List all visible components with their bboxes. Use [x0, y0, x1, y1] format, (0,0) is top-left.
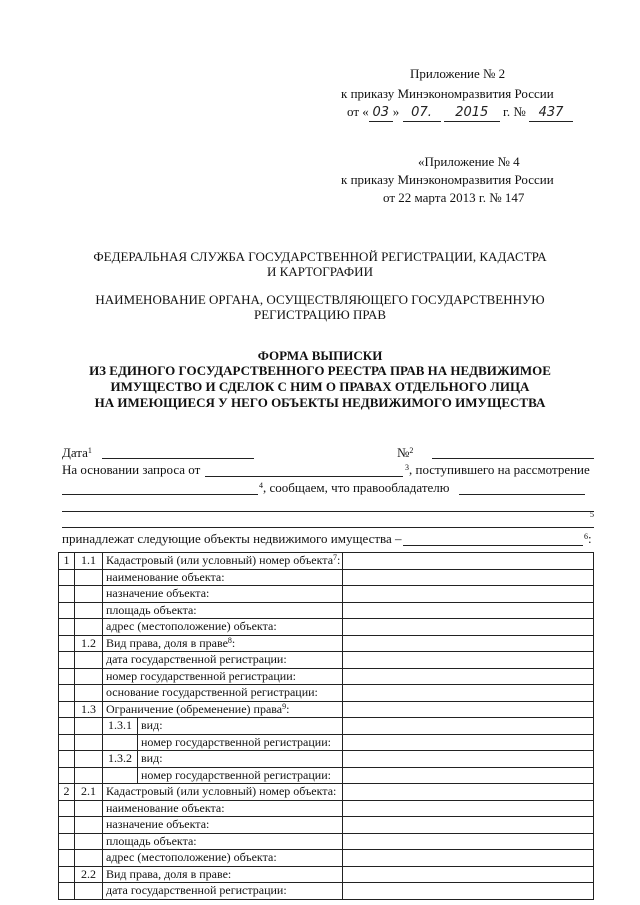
- field-label: основание государственной регистрации:: [106, 685, 318, 699]
- table-row: [59, 635, 594, 652]
- section-number-cell: [59, 685, 75, 702]
- field-value-cell[interactable]: [343, 652, 594, 669]
- table-row: [59, 800, 594, 817]
- section-number-cell: [59, 883, 75, 900]
- field-label: Кадастровый (или условный) номер объекта:: [106, 784, 337, 798]
- field-label: адрес (местоположение) объекта:: [106, 850, 277, 864]
- field-label-cell: [138, 734, 343, 751]
- field-value-cell[interactable]: [343, 668, 594, 685]
- item-number-cell: [75, 883, 103, 900]
- field-value-cell[interactable]: [343, 619, 594, 636]
- table-row: [59, 817, 594, 834]
- section-number-cell: 1: [59, 553, 75, 570]
- field-label-cell: [103, 602, 343, 619]
- field-label-cell: [103, 553, 343, 570]
- item-number-cell: [75, 751, 103, 768]
- notify-text: , сообщаем, что правообладателю: [263, 480, 450, 495]
- appendix4-order: к приказу Минэкономразвития России: [341, 172, 554, 187]
- belongs-text: принадлежат следующие объекты недвижимого имущества –: [62, 531, 402, 546]
- field-label: номер государственной регистрации:: [141, 734, 331, 749]
- footnote-6: 6: [584, 532, 588, 541]
- field-label-cell: [103, 635, 343, 652]
- year-suffix: г. №: [503, 104, 526, 119]
- field-value-cell[interactable]: [343, 784, 594, 801]
- item-number-cell: [75, 668, 103, 685]
- number-input-line[interactable]: [432, 458, 594, 459]
- field-label-cell: [103, 850, 343, 867]
- footnote-marker: 8: [227, 635, 232, 645]
- field-label-cell: [103, 883, 343, 900]
- section-number-cell: [59, 668, 75, 685]
- item-number-cell: 2.2: [75, 866, 103, 883]
- field-value-cell[interactable]: [343, 635, 594, 652]
- field-label: Кадастровый (или условный) номер объекта: [106, 553, 334, 567]
- item-number-cell: [75, 652, 103, 669]
- field-value-cell[interactable]: [343, 701, 594, 718]
- date-prefix: от «: [347, 104, 369, 119]
- subitem-number-cell: [103, 734, 138, 751]
- rightholder-line-c[interactable]: [62, 527, 594, 528]
- section-number-cell: [59, 767, 75, 784]
- item-number-cell: 1.1: [75, 553, 103, 570]
- field-value-cell[interactable]: [343, 734, 594, 751]
- field-value-cell[interactable]: [343, 569, 594, 586]
- field-label: наименование объекта:: [106, 800, 225, 815]
- field-label: площадь объекта:: [106, 602, 197, 617]
- number-label-text: №: [397, 445, 410, 460]
- field-label: Вид права, доля в праве:: [106, 866, 232, 881]
- table-row: [59, 767, 594, 784]
- field-value-cell[interactable]: [343, 685, 594, 702]
- table-row: [59, 569, 594, 586]
- section-number-cell: [59, 635, 75, 652]
- field-label: площадь объекта:: [106, 833, 197, 848]
- date-input-line[interactable]: [102, 458, 254, 459]
- field-label-cell: [103, 817, 343, 834]
- item-number-cell: [75, 569, 103, 586]
- subitem-number-cell: [103, 767, 138, 784]
- field-label-cell: [103, 784, 343, 801]
- section-number-cell: [59, 701, 75, 718]
- item-number-cell: 2.1: [75, 784, 103, 801]
- rightholder-line-b[interactable]: [62, 511, 594, 512]
- form-title-line1: ФОРМА ВЫПИСКИ: [257, 348, 383, 363]
- field-label-cell: [103, 685, 343, 702]
- item-number-cell: [75, 685, 103, 702]
- field-value-cell[interactable]: [343, 586, 594, 603]
- item-number-cell: [75, 602, 103, 619]
- table-row: [59, 784, 594, 801]
- section-number-cell: [59, 586, 75, 603]
- field-value-cell[interactable]: [343, 833, 594, 850]
- field-label-cell: [138, 718, 343, 735]
- field-label: Ограничение (обременение) права: [106, 701, 283, 716]
- field-label-cell: [103, 800, 343, 817]
- objects-table: [58, 552, 594, 900]
- objects-line[interactable]: [403, 545, 583, 546]
- table-row: [59, 652, 594, 669]
- organ-line1: НАИМЕНОВАНИЕ ОРГАНА, ОСУЩЕСТВЛЯЮЩЕГО ГОСУДАРСТВЕННУЮ: [95, 292, 545, 307]
- appendix4-title: «Приложение № 4: [418, 154, 520, 169]
- table-row: [59, 883, 594, 900]
- field-label: дата государственной регистрации:: [106, 652, 287, 666]
- appendix2-title: Приложение № 2: [410, 66, 506, 81]
- appendix2-order: к приказу Минэкономразвития России: [341, 86, 554, 101]
- section-number-cell: [59, 751, 75, 768]
- subitem-number-cell: 1.3.1: [103, 718, 138, 735]
- item-number-cell: [75, 800, 103, 817]
- table-row: [59, 602, 594, 619]
- table-row: [59, 833, 594, 850]
- item-number-cell: [75, 619, 103, 636]
- field-label-cell: [103, 569, 343, 586]
- table-row: [59, 701, 594, 718]
- table-row: [59, 553, 594, 570]
- handwritten-number: 437: [529, 105, 573, 122]
- field-label-cell: [103, 701, 343, 718]
- item-number-cell: [75, 833, 103, 850]
- field-label: номер государственной регистрации:: [141, 767, 331, 782]
- belongs-end: [584, 531, 592, 547]
- field-label-cell: [103, 668, 343, 685]
- section-number-cell: [59, 718, 75, 735]
- table-row: [59, 619, 594, 636]
- table-row: [59, 850, 594, 867]
- item-number-cell: [75, 734, 103, 751]
- section-number-cell: [59, 866, 75, 883]
- item-number-cell: [75, 850, 103, 867]
- field-label: адрес (местоположение) объекта:: [106, 619, 277, 633]
- field-label-cell: [138, 767, 343, 784]
- footnote-marker: 9: [282, 701, 287, 711]
- label-colon: :: [337, 553, 341, 567]
- field-label: наименование объекта:: [106, 569, 225, 584]
- date-mid: »: [392, 104, 400, 119]
- number-label: [397, 445, 413, 461]
- received-text-wrap: [405, 462, 590, 478]
- organ-line2: РЕГИСТРАЦИЮ ПРАВ: [253, 307, 387, 322]
- field-value-cell[interactable]: [343, 718, 594, 735]
- field-value-cell[interactable]: [343, 602, 594, 619]
- footnote-2: 2: [409, 446, 414, 455]
- field-value-cell[interactable]: [343, 817, 594, 834]
- section-number-cell: [59, 734, 75, 751]
- section-number-cell: [59, 833, 75, 850]
- handwritten-month: 07.: [403, 105, 441, 122]
- table-row: [59, 685, 594, 702]
- footnote-1: 1: [87, 446, 92, 455]
- item-number-cell: [75, 817, 103, 834]
- item-number-cell: [75, 586, 103, 603]
- received-text: , поступившего на рассмотрение: [409, 462, 590, 477]
- appendix2-date-line: [347, 104, 573, 122]
- field-label-cell: [103, 833, 343, 850]
- field-label: назначение объекта:: [106, 817, 210, 831]
- field-label-cell: [103, 586, 343, 603]
- belongs-colon: :: [588, 531, 592, 546]
- footnote-4: 4: [259, 481, 263, 490]
- form-title-line3: ИМУЩЕСТВО И СДЕЛОК С НИМ О ПРАВАХ ОТДЕЛЬНОГО ЛИЦА: [110, 379, 530, 394]
- item-number-cell: [75, 767, 103, 784]
- field-label-cell: [138, 751, 343, 768]
- field-label: Вид права, доля в праве: [106, 635, 228, 650]
- date-label-text: Дата: [62, 445, 88, 460]
- section-number-cell: [59, 619, 75, 636]
- field-value-cell[interactable]: [343, 883, 594, 900]
- section-number-cell: [59, 652, 75, 669]
- table-row: [59, 866, 594, 883]
- request-date-line[interactable]: [205, 476, 403, 477]
- request-number-line[interactable]: [62, 494, 258, 495]
- handwritten-year: 2015: [444, 105, 500, 122]
- table-row: [59, 751, 594, 768]
- form-title-line2: ИЗ ЕДИНОГО ГОСУДАРСТВЕННОГО РЕЕСТРА ПРАВ НА НЕДВИЖИМОЕ: [89, 363, 551, 378]
- footnote-marker: 7: [333, 553, 338, 562]
- field-value-cell[interactable]: [343, 866, 594, 883]
- footnote-3: 3: [405, 463, 409, 472]
- field-label-cell: [103, 866, 343, 883]
- field-label-cell: [103, 619, 343, 636]
- field-value-cell[interactable]: [343, 767, 594, 784]
- section-number-cell: [59, 800, 75, 817]
- item-number-cell: 1.3: [75, 701, 103, 718]
- service-line1: ФЕДЕРАЛЬНАЯ СЛУЖБА ГОСУДАРСТВЕННОЙ РЕГИСТРАЦИИ, КАДАСТРА: [93, 249, 547, 264]
- field-value-cell[interactable]: [343, 553, 594, 570]
- section-number-cell: [59, 850, 75, 867]
- item-number-cell: [75, 718, 103, 735]
- field-label: вид:: [141, 718, 163, 732]
- table-row: [59, 718, 594, 735]
- section-number-cell: [59, 569, 75, 586]
- section-number-cell: [59, 602, 75, 619]
- footnote-5: 5: [590, 510, 594, 519]
- service-line2: И КАРТОГРАФИИ: [267, 264, 373, 279]
- table-row: [59, 734, 594, 751]
- field-label: назначение объекта:: [106, 586, 210, 600]
- section-number-cell: [59, 817, 75, 834]
- field-label: вид:: [141, 751, 163, 765]
- notify-text-wrap: [259, 480, 449, 496]
- label-colon: :: [231, 635, 236, 650]
- handwritten-day: 03: [369, 105, 393, 122]
- rightholder-line-a[interactable]: [459, 494, 585, 495]
- request-label: На основании запроса от: [62, 462, 201, 477]
- form-title-line4: НА ИМЕЮЩИЕСЯ У НЕГО ОБЪЕКТЫ НЕДВИЖИМОГО ИМУЩЕСТВА: [94, 395, 546, 410]
- field-label: номер государственной регистрации:: [106, 668, 296, 683]
- label-colon: :: [286, 701, 290, 716]
- appendix4-date: от 22 марта 2013 г. № 147: [383, 190, 525, 205]
- section-number-cell: 2: [59, 784, 75, 801]
- field-label-cell: [103, 652, 343, 669]
- item-number-cell: 1.2: [75, 635, 103, 652]
- field-value-cell[interactable]: [343, 850, 594, 867]
- table-row: [59, 668, 594, 685]
- field-value-cell[interactable]: [343, 751, 594, 768]
- field-value-cell[interactable]: [343, 800, 594, 817]
- table-row: [59, 586, 594, 603]
- date-label: [62, 445, 92, 461]
- subitem-number-cell: 1.3.2: [103, 751, 138, 768]
- field-label: дата государственной регистрации:: [106, 883, 287, 897]
